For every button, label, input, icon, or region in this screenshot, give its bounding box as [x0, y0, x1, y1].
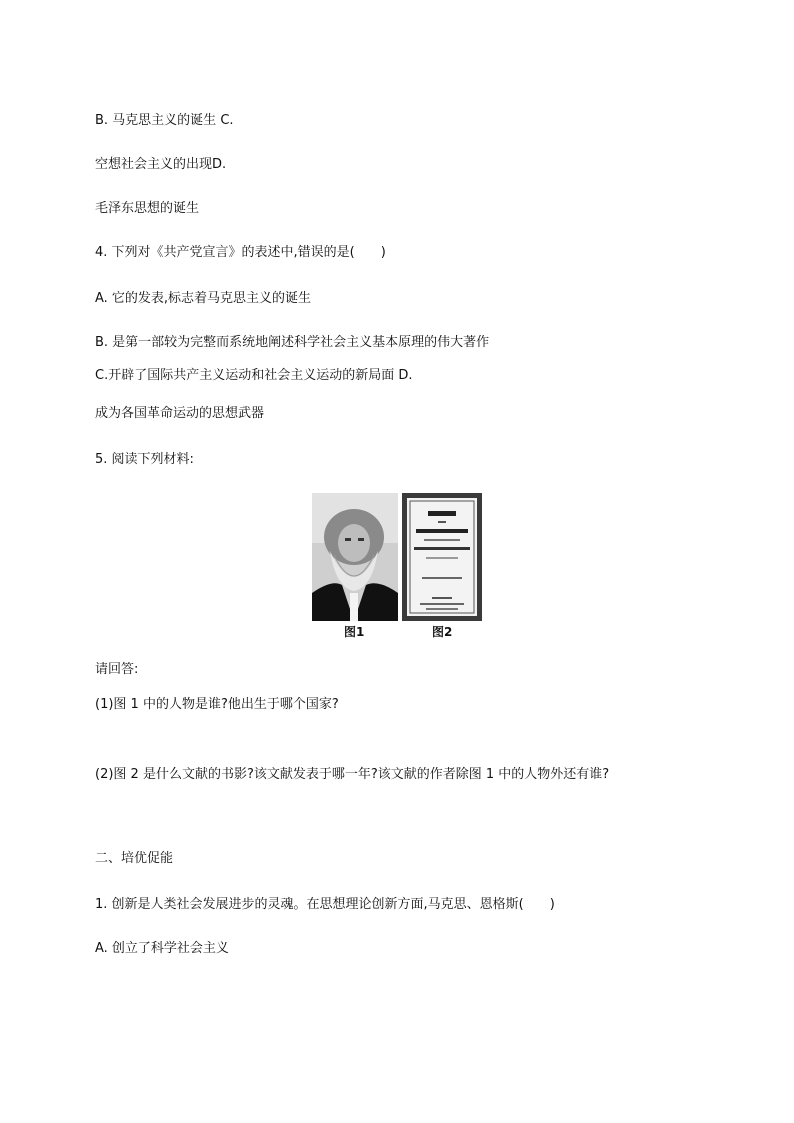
- practice-question-1-option-a: A. 创立了科学社会主义: [95, 941, 229, 956]
- figure-1-portrait: [312, 493, 398, 621]
- figure-2-caption: 图2: [432, 625, 453, 639]
- question-4-option-b: B. 是第一部较为完整而系统地阐述科学社会主义基本原理的伟大著作: [95, 335, 490, 350]
- sub-question-1: (1)图 1 中的人物是谁?他出生于哪个国家?: [95, 697, 339, 712]
- option-c-line: 空想社会主义的出现D.: [95, 157, 227, 172]
- section-heading: 二、培优促能: [95, 851, 174, 866]
- figure-2-book-cover: [402, 493, 482, 621]
- answer-prompt: 请回答:: [95, 662, 139, 677]
- practice-question-1: 1. 创新是人类社会发展进步的灵魂。在思想理论创新方面,马克思、恩格斯( ): [95, 897, 555, 912]
- option-d-line: 毛泽东思想的诞生: [95, 201, 200, 216]
- question-4: 4. 下列对《共产党宣言》的表述中,错误的是( ): [95, 245, 386, 260]
- option-b-line: B. 马克思主义的诞生 C.: [95, 113, 234, 128]
- question-4-option-d: 成为各国革命运动的思想武器: [95, 406, 265, 421]
- figure-1-caption: 图1: [344, 625, 365, 639]
- question-4-option-a: A. 它的发表,标志着马克思主义的诞生: [95, 291, 312, 306]
- question-5: 5. 阅读下列材料:: [95, 452, 194, 467]
- material-figures: [312, 493, 482, 638]
- sub-question-2: (2)图 2 是什么文献的书影?该文献发表于哪一年?该文献的作者除图 1 中的人物外还有谁?: [95, 767, 610, 782]
- question-4-option-c: C.开辟了国际共产主义运动和社会主义运动的新局面 D.: [95, 368, 413, 383]
